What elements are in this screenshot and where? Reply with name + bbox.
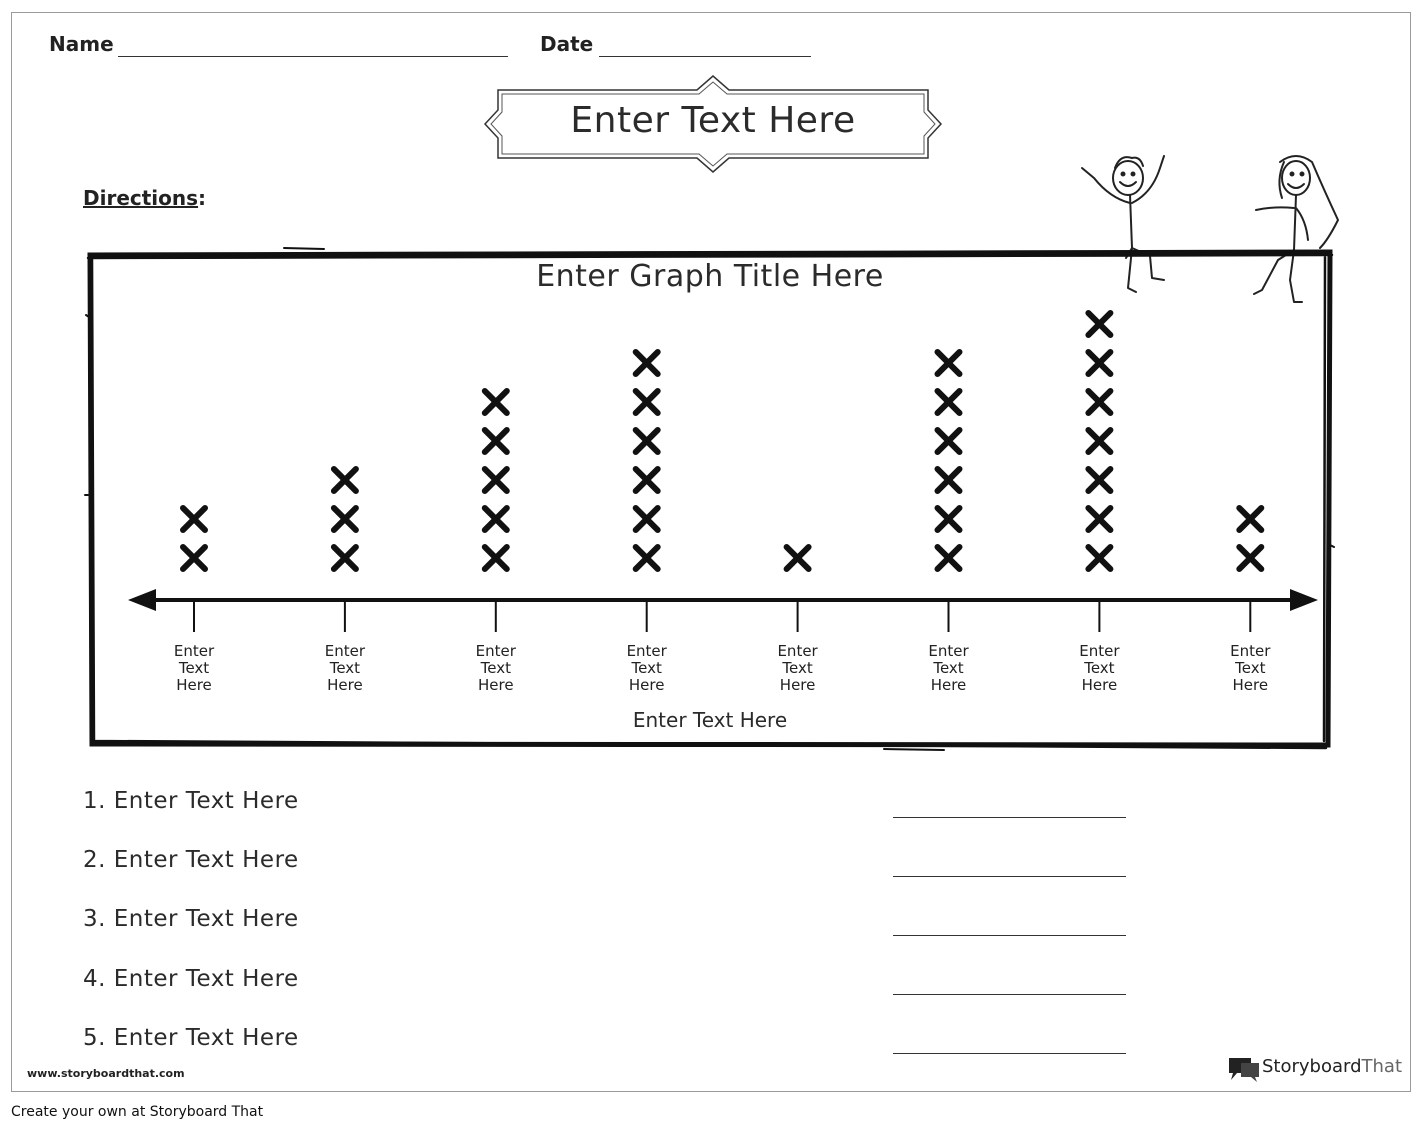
tick-label[interactable]: Enter [626,642,667,660]
storyboard-logo-text[interactable] [1262,1056,1402,1077]
x-mark [636,508,658,530]
tick-label[interactable]: Enter [324,642,366,660]
x-mark [485,391,507,413]
directions-text: Directions [83,186,199,210]
number-line-right-arrow [1290,589,1318,611]
x-mark [485,469,507,491]
x-mark [485,547,507,569]
x-mark [1088,391,1110,413]
tick-label[interactable]: Text [933,659,964,677]
x-mark [1088,469,1110,491]
x-mark [183,547,205,569]
x-mark [334,469,356,491]
logo-text-light: That [1361,1056,1403,1077]
tick-label[interactable]: Enter [777,642,818,660]
x-mark [938,508,960,530]
x-axis-label[interactable]: Enter Text Here [632,708,788,732]
x-mark [334,508,356,530]
x-mark [334,547,356,569]
date-field[interactable] [599,56,811,57]
x-mark [636,352,658,374]
tick-label[interactable]: Enter [1230,642,1271,660]
tick-label[interactable]: Here [930,676,967,694]
tick-label[interactable]: Enter [1079,642,1120,660]
tick-label[interactable]: Here [327,676,363,694]
tick-label[interactable]: Here [176,676,212,694]
graph-title[interactable]: Enter Graph Title Here [536,259,884,294]
directions-label [83,186,206,210]
x-mark [938,430,960,452]
question-3[interactable]: 3. Enter Text Here [83,906,299,932]
date-label: Date [540,32,594,56]
question-4[interactable]: 4. Enter Text Here [83,966,299,992]
question-2[interactable]: 2. Enter Text Here [83,847,299,873]
name-label: Name [49,32,114,56]
tick-label[interactable]: Here [1232,676,1269,694]
x-mark [636,469,658,491]
tick-label[interactable]: Enter [928,642,969,660]
logo-text-bold: Storyboard [1262,1056,1362,1077]
x-mark [1239,508,1261,530]
x-mark [1088,547,1110,569]
tick-label[interactable]: Text [782,659,813,677]
answer-line-3[interactable] [893,935,1126,936]
answer-line-4[interactable] [893,994,1126,995]
x-mark [1088,313,1110,335]
tick-label[interactable]: Text [1084,659,1115,677]
tick-label[interactable]: Enter [173,642,215,660]
worksheet-title[interactable]: Enter Text Here [570,100,856,141]
tick-label[interactable]: Here [478,676,514,694]
tick-label[interactable]: Text [178,659,210,677]
x-mark [1088,430,1110,452]
x-mark [636,547,658,569]
x-mark [485,430,507,452]
tick-label[interactable]: Here [628,676,665,694]
x-mark [1088,508,1110,530]
tick-label[interactable]: Here [779,676,816,694]
storyboard-logo-icon [1227,1055,1261,1083]
tick-label[interactable]: Here [1081,676,1118,694]
number-line-left-arrow [128,589,156,611]
x-mark [787,547,809,569]
x-mark [636,430,658,452]
x-mark [183,508,205,530]
question-5[interactable]: 5. Enter Text Here [83,1025,299,1051]
tick-label[interactable]: Text [480,659,511,677]
x-mark [636,391,658,413]
line-plot [90,290,1330,710]
tick-label[interactable]: Enter [475,642,516,660]
question-1[interactable]: 1. Enter Text Here [83,788,299,814]
tick-label[interactable]: Text [1235,659,1266,677]
answer-line-2[interactable] [893,876,1126,877]
tick-label[interactable]: Text [329,659,361,677]
name-field[interactable] [118,56,508,57]
x-mark [1088,352,1110,374]
tick-label[interactable]: Text [631,659,662,677]
x-mark [485,508,507,530]
x-mark [1239,547,1261,569]
directions-colon: : [198,186,207,210]
x-mark [938,547,960,569]
answer-line-5[interactable] [893,1053,1126,1054]
x-mark [938,391,960,413]
answer-line-1[interactable] [893,817,1126,818]
x-mark [938,469,960,491]
footer-url[interactable]: www.storyboardthat.com [27,1067,185,1080]
x-mark [938,352,960,374]
create-your-own-link[interactable]: Create your own at Storyboard That [11,1104,264,1120]
